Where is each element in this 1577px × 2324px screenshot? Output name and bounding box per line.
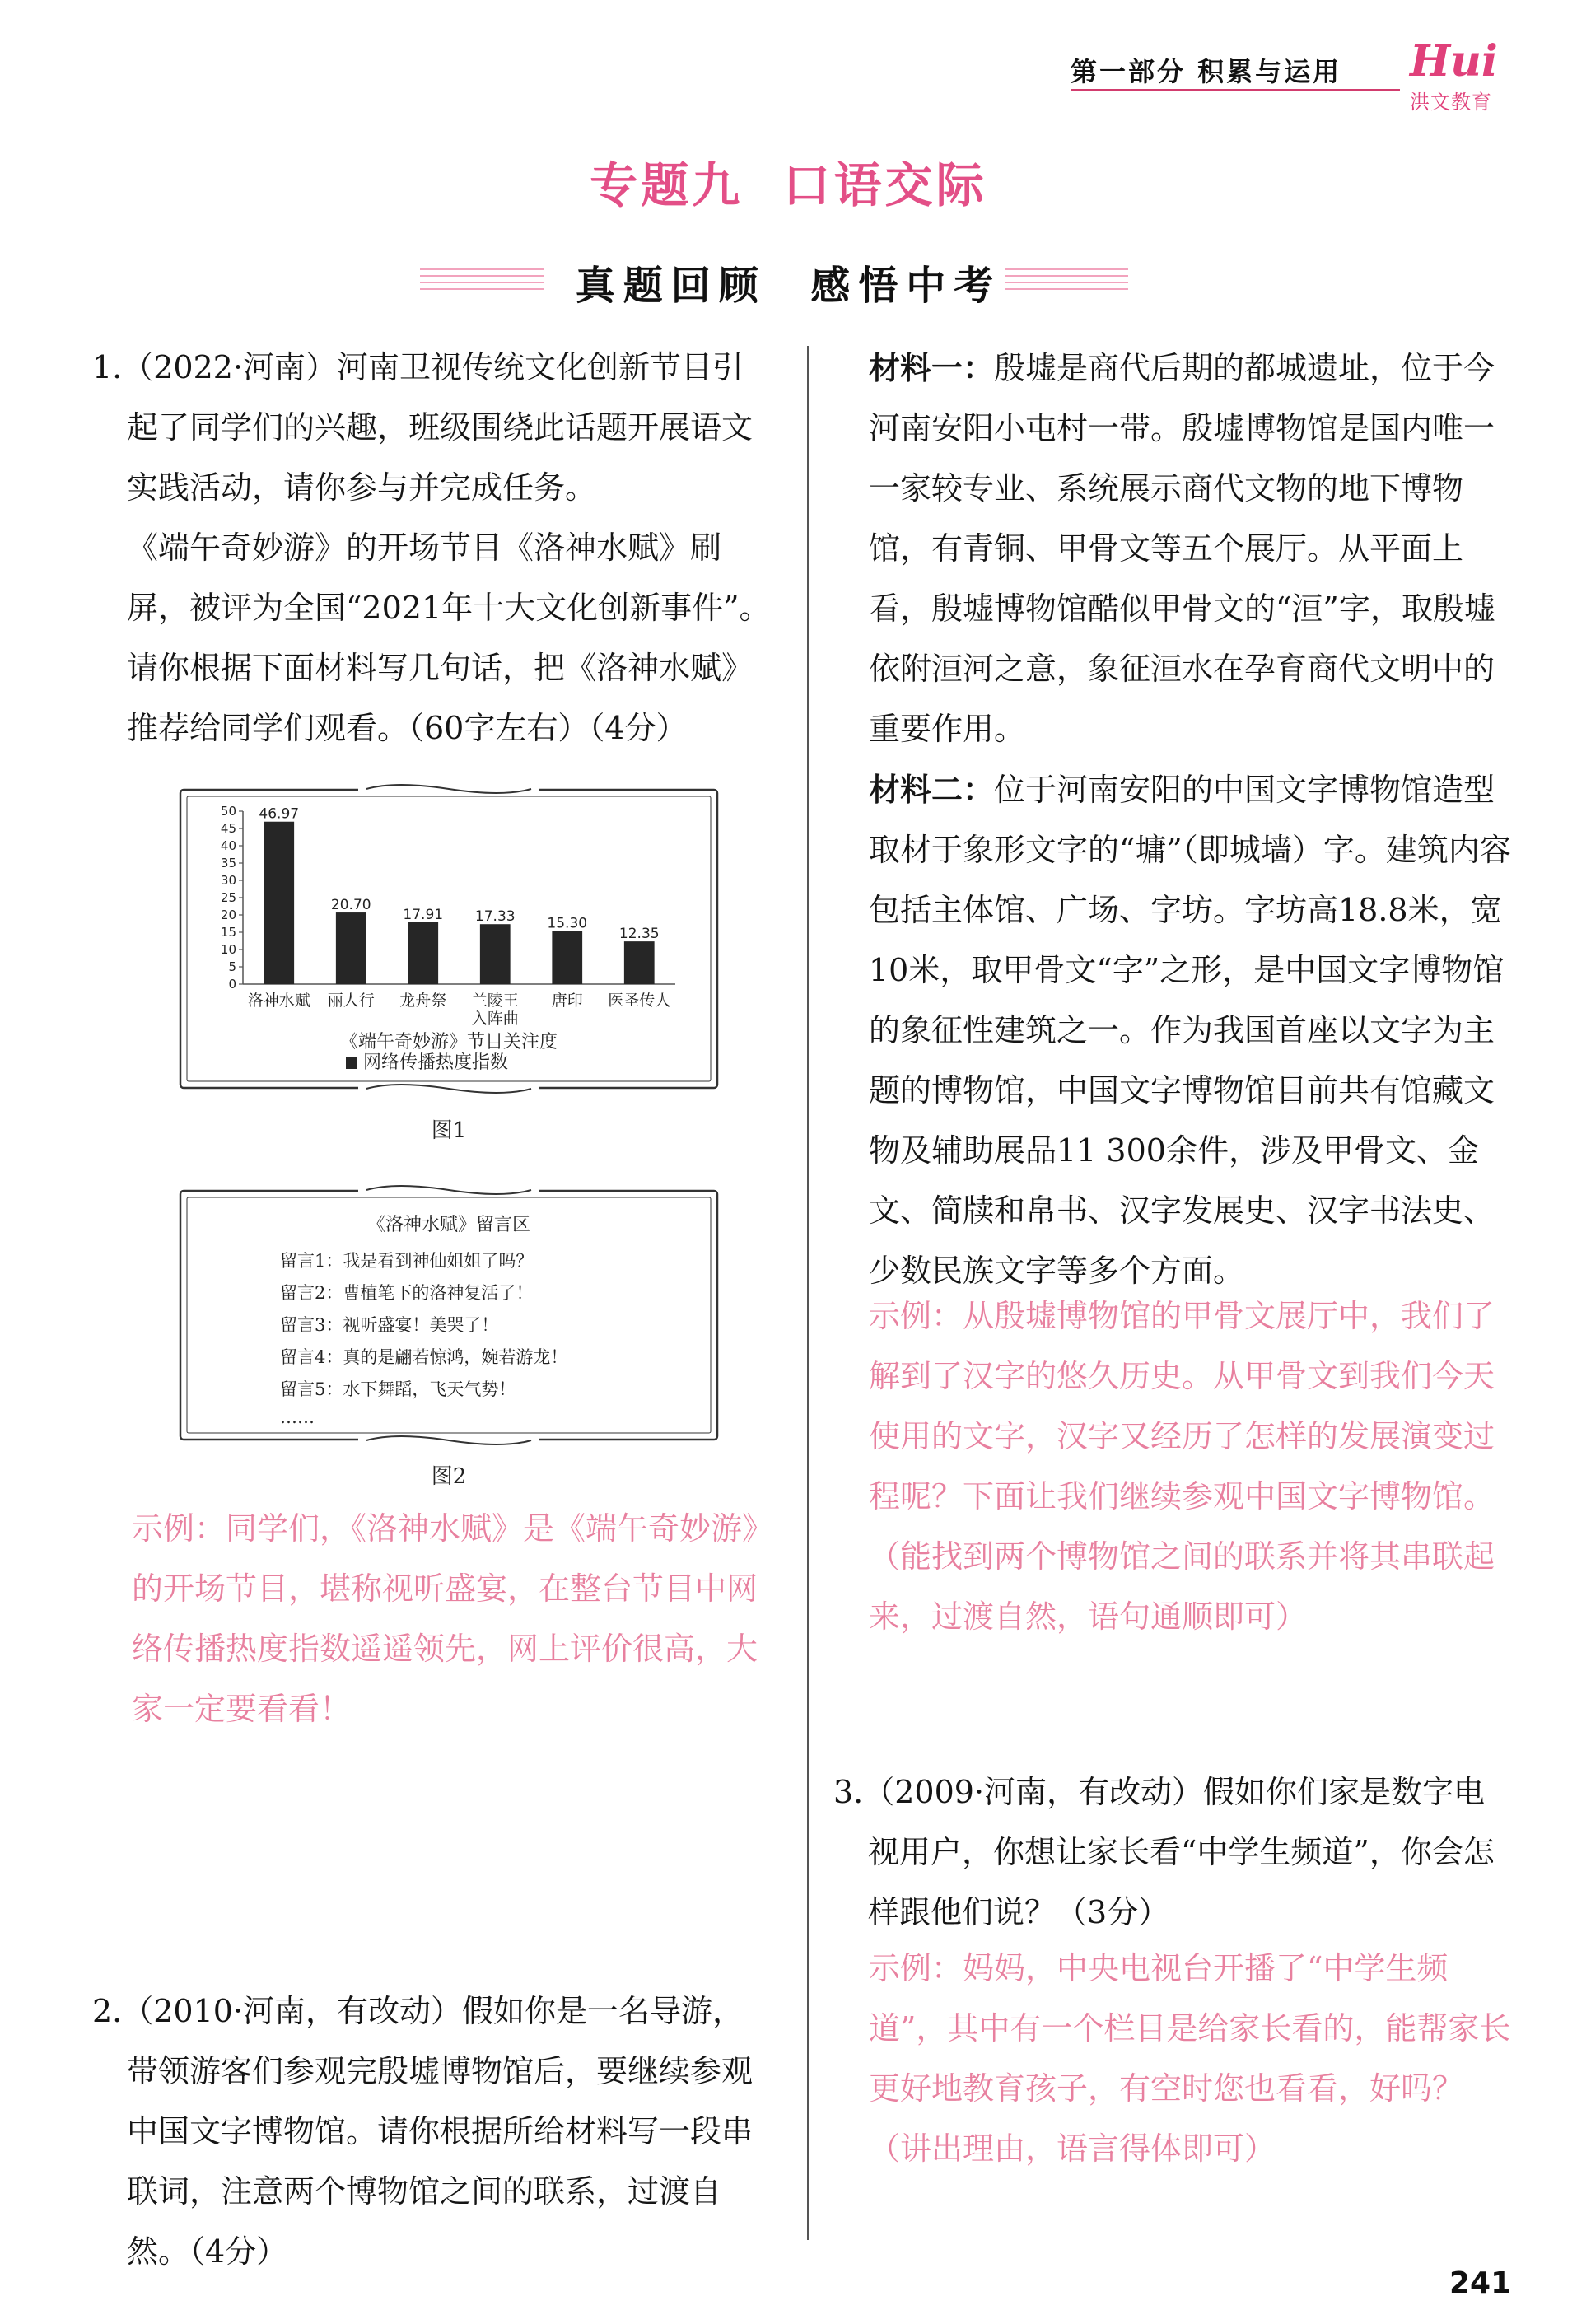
bar-value-label: 17.33 xyxy=(474,908,516,926)
y-tick-label: 35 xyxy=(220,856,236,870)
y-tick-label: 15 xyxy=(220,925,236,940)
y-tick-label: 50 xyxy=(220,804,236,819)
question-2-answer: 示例：从殷墟博物馆的甲骨文展厅中，我们了解到了汉字的悠久历史。从甲骨文到我们今天使用的文字，汉字又经历了怎样的发展演变过程呢？下面让我们继续参观中国文字博物馆。（能找到两个博物馆之间的联系并将其串联起来，过渡自然，语句通顺即可） xyxy=(869,1298,1495,1635)
question-2-prompt: 2.（2010·河南，有改动）假如你是一名导游，带领游客们参观完殷墟博物馆后，要继续参观中国文字博物馆。请你根据所给材料写一段串联词，注意两个博物馆之间的联系，过渡自然。（4分） xyxy=(92,1993,754,2270)
material-1-label: 材料一： xyxy=(869,349,995,386)
question-1 xyxy=(92,338,774,758)
figure-2-caption: 图2 xyxy=(431,1464,467,1489)
x-category-label: 丽人行 xyxy=(327,992,375,1010)
bar-value-label: 46.97 xyxy=(259,805,300,823)
bar xyxy=(624,941,655,984)
section-banner-title: 真题回顾 感悟中考 xyxy=(575,263,1002,309)
y-tick-label: 30 xyxy=(220,873,236,888)
y-tick-label: 40 xyxy=(220,838,236,853)
bar-value-label: 20.70 xyxy=(330,897,371,914)
comment-item: 留言1：我是看到神仙姐姐了吗？ xyxy=(280,1251,534,1271)
materials-block xyxy=(869,338,1511,1301)
publisher-name: 洪文教育 xyxy=(1410,91,1492,114)
y-tick-label: 25 xyxy=(220,890,236,905)
bar-value-label: 17.91 xyxy=(403,906,444,923)
material-1 xyxy=(869,338,1511,759)
chart-title: 《端午奇妙游》节目关注度 xyxy=(339,1032,558,1052)
comment-ellipsis: …… xyxy=(280,1407,315,1427)
chart-legend-label: 网络传播热度指数 xyxy=(363,1052,509,1073)
bar xyxy=(264,822,294,984)
bar xyxy=(480,924,511,984)
legend-swatch xyxy=(346,1057,357,1069)
x-category-label: 龙舟祭 xyxy=(399,992,447,1010)
material-2-label: 材料二： xyxy=(869,771,995,808)
comment-item: 留言3：视听盛宴！美哭了！ xyxy=(280,1315,499,1335)
topic-title: 专题九 口语交际 xyxy=(590,157,987,213)
x-category-label: 兰陵王 xyxy=(471,992,519,1010)
column-divider xyxy=(807,346,809,2240)
x-category-label: 入阵曲 xyxy=(471,1010,519,1028)
bar xyxy=(336,912,366,984)
question-1-prompt: 1.（2022·河南）河南卫视传统文化创新节目引起了同学们的兴趣，班级围绕此话题开展语文实践活动，请你参与并完成任务。 xyxy=(92,349,754,506)
material-1-text: 殷墟是商代后期的都城遗址，位于今河南安阳小屯村一带。殷墟博物馆是国内唯一一家较专业、系统展示商代文物的地下博物馆，有青铜、甲骨文等五个展厅。从平面上看，殷墟博物馆酷似甲骨文的“洹”字，取殷墟依附洹河之意，象征洹水在孕育商代文明中的重要作用。 xyxy=(869,350,1495,747)
page-number: 241 xyxy=(1449,2266,1512,2300)
bar-value-label: 15.30 xyxy=(547,915,588,932)
x-category-label: 洛神水赋 xyxy=(247,992,310,1010)
y-tick-label: 0 xyxy=(228,977,236,992)
comment-item: 留言2：曹植笔下的洛神复活了！ xyxy=(280,1283,534,1303)
question-1-task: 《端午奇妙游》的开场节目《洛神水赋》刷屏，被评为全国“2021年十大文化创新事件”。请你根据下面材料写几句话，把《洛神水赋》推荐给同学们观看。（60字左右）（4分） xyxy=(127,530,771,746)
figure-1-caption: 图1 xyxy=(431,1118,467,1143)
material-2 xyxy=(869,759,1511,1301)
figure-2-comment-board xyxy=(169,1179,729,1451)
question-3 xyxy=(833,1762,1509,1943)
question-1-answer: 示例：同学们，《洛神水赋》是《端午奇妙游》的开场节目，堪称视听盛宴，在整台节目中网络传播热度指数遥遥领先，网上评价很高，大家一定要看看！ xyxy=(132,1510,774,1727)
y-tick-label: 5 xyxy=(228,959,236,974)
y-tick-label: 20 xyxy=(220,908,236,922)
question-3-prompt: 3.（2009·河南，有改动）假如你们家是数字电视用户，你想让家长看“中学生频道”，你会怎样跟他们说？（3分） xyxy=(833,1774,1495,1930)
y-tick-label: 10 xyxy=(220,942,236,957)
comment-item: 留言5：水下舞蹈，飞天气势！ xyxy=(280,1379,516,1399)
y-tick-label: 45 xyxy=(220,821,236,836)
header-section-title: 第一部分 积累与运用 xyxy=(1071,56,1342,87)
question-2 xyxy=(92,1981,774,2282)
bar xyxy=(408,922,438,984)
comment-item: 留言4：真的是翩若惊鸿，婉若游龙！ xyxy=(280,1347,568,1367)
x-category-label: 医圣传人 xyxy=(608,992,671,1010)
bar-value-label: 12.35 xyxy=(618,926,660,943)
x-category-label: 唐印 xyxy=(551,992,583,1010)
figure-1-bar-chart xyxy=(169,778,729,1099)
header-rule xyxy=(1071,89,1400,91)
question-3-answer: 示例：妈妈，中央电视台开播了“中学生频道”，其中有一个栏目是给家长看的，能帮家长更好地教育孩子，有空时您也看看，好吗？（讲出理由，语言得体即可） xyxy=(869,1950,1511,2167)
bar xyxy=(552,931,582,984)
comment-board-title: 《洛神水赋》留言区 xyxy=(366,1215,531,1235)
publisher-logo-icon: Hui xyxy=(1410,36,1498,86)
material-2-text: 位于河南安阳的中国文字博物馆造型取材于象形文字的“墉”（即城墙）字。建筑内容包括主体馆、广场、字坊。字坊高18.8米，宽10米，取甲骨文“字”之形，是中国文字博物馆的象征性建筑之一。作为我国首座以文字为主题的博物馆，中国文字博物馆目前共有馆藏文物及辅助展品11 300余件，涉及甲骨文、金文、简牍和帛书、汉字发展史、汉字书法史、少数民族文字等多个方面。 xyxy=(869,772,1511,1289)
